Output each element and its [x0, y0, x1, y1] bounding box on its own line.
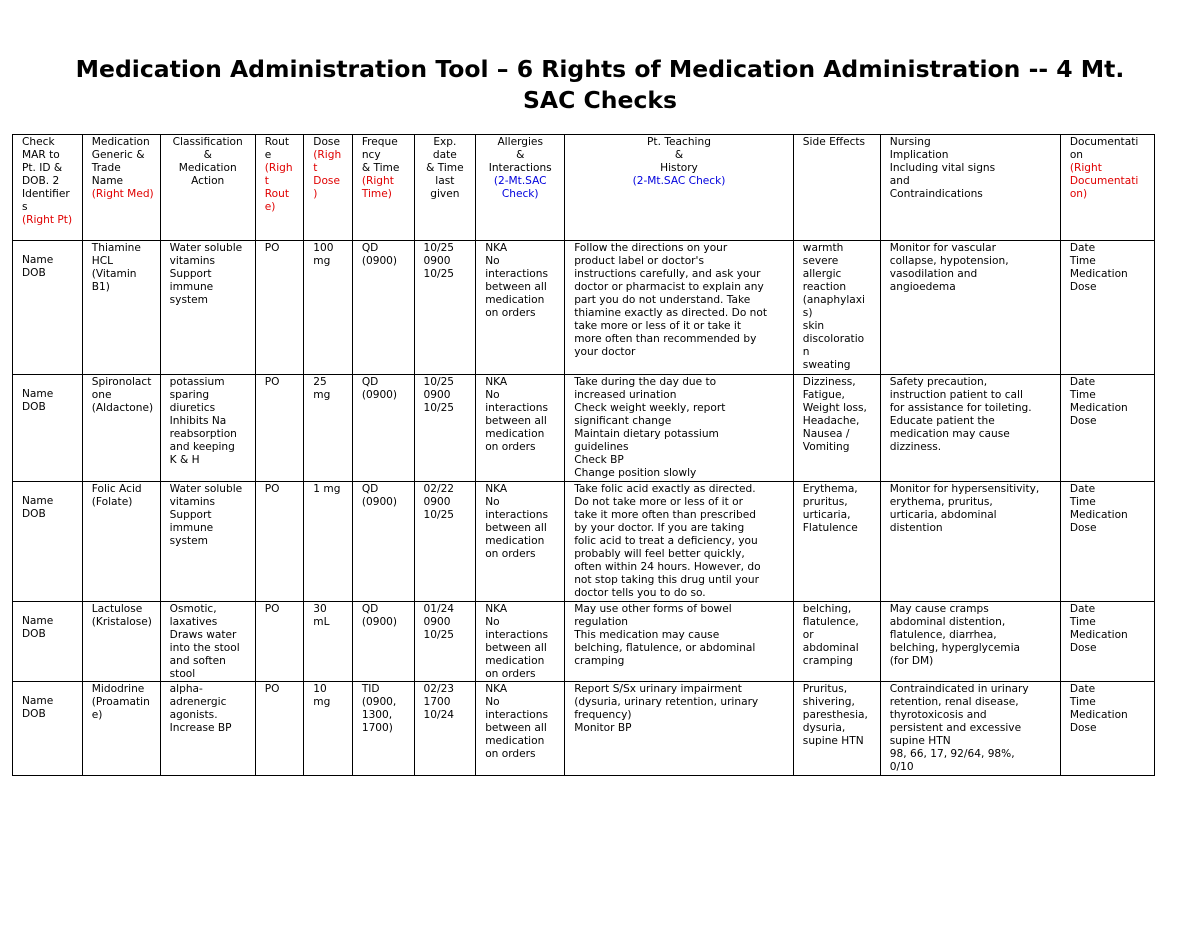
header-frequency: Freque ncy & Time (Right Time): [352, 135, 414, 241]
table-row: [13, 375, 1155, 482]
header-route: Rout e (Righ t Rout e): [255, 135, 304, 241]
header-documentation: Documentati on (Right Documentati on): [1060, 135, 1154, 241]
exp-cell: 10/25 0900 10/25: [414, 241, 476, 375]
frequency-cell: TID (0900, 1300, 1700): [352, 682, 414, 776]
patient-cell: Name DOB: [13, 375, 83, 482]
right-pt-label: (Right Pt): [22, 214, 73, 226]
exp-cell: 02/23 1700 10/24: [414, 682, 476, 776]
side-effects-cell: warmth severe allergic reaction (anaphylaxi s) skin discoloratio n sweating: [793, 241, 880, 375]
documentation-cell: Date Time Medication Dose: [1060, 602, 1154, 682]
patient-cell: Name DOB: [13, 482, 83, 602]
classification-cell: Water soluble vitamins Support immune system: [160, 482, 255, 602]
header-teaching: Pt. Teaching & History (2-Mt.SAC Check): [565, 135, 794, 241]
header-exp: Exp. date & Time last given: [414, 135, 476, 241]
table-row: [13, 482, 1155, 602]
exp-cell: 10/25 0900 10/25: [414, 375, 476, 482]
classification-cell: Water soluble vitamins Support immune system: [160, 241, 255, 375]
header-allergies: Allergies & Interactions (2-Mt.SAC Check): [476, 135, 565, 241]
route-cell: PO: [255, 482, 304, 602]
side-effects-cell: Erythema, pruritus, urticaria, Flatulence: [793, 482, 880, 602]
side-effects-cell: belching, flatulence, or abdominal cramping: [793, 602, 880, 682]
medication-cell: Thiamine HCL (Vitamin B1): [82, 241, 160, 375]
nursing-cell: Monitor for hypersensitivity, erythema, pruritus, urticaria, abdominal distention: [880, 482, 1060, 602]
classification-cell: alpha- adrenergic agonists. Increase BP: [160, 682, 255, 776]
table-row: [13, 602, 1155, 682]
patient-cell: Name DOB: [13, 682, 83, 776]
title-line-2: SAC Checks: [522, 86, 677, 114]
dose-cell: 1 mg: [304, 482, 353, 602]
right-route-label: (Righ t Rout e): [264, 162, 293, 213]
table-row: [13, 682, 1155, 776]
nursing-cell: Monitor for vascular collapse, hypotension, vasodilation and angioedema: [880, 241, 1060, 375]
dose-cell: 25 mg: [304, 375, 353, 482]
right-documentation-label: (Right Documentati on): [1069, 162, 1139, 200]
header-row: [13, 135, 1155, 241]
nursing-cell: Safety precaution, instruction patient to call for assistance for toileting. Educate patient the medication may cause dizziness.: [880, 375, 1060, 482]
classification-cell: potassium sparing diuretics Inhibits Na reabsorption and keeping K & H: [160, 375, 255, 482]
medication-cell: Spironolact one (Aldactone): [82, 375, 160, 482]
allergies-check-label: (2-Mt.SAC Check): [493, 175, 547, 200]
route-cell: PO: [255, 602, 304, 682]
patient-cell: Name DOB: [13, 602, 83, 682]
title-line-1: Medication Administration Tool – 6 Rights of Medication Administration -- 4 Mt.: [75, 55, 1125, 83]
frequency-cell: QD (0900): [352, 602, 414, 682]
route-cell: PO: [255, 682, 304, 776]
teaching-cell: Take folic acid exactly as directed. Do not take more or less of it or take it more often than prescribed by your doctor. If you are taking folic acid to treat a deficiency, you probably will feel better quickly, often within 24 hours. However, do not stop taking this drug until your doctor tells you to do so.: [565, 482, 794, 602]
header-classification: Classification & Medication Action: [160, 135, 255, 241]
documentation-cell: Date Time Medication Dose: [1060, 482, 1154, 602]
teaching-cell: Report S/Sx urinary impairment (dysuria, urinary retention, urinary frequency) Monitor BP: [565, 682, 794, 776]
document-title: [0, 54, 1200, 116]
teaching-cell: Take during the day due to increased urination Check weight weekly, report significant change Maintain dietary potassium guidelines Check BP Change position slowly: [565, 375, 794, 482]
right-time-label: (Right Time): [361, 175, 394, 200]
side-effects-cell: Pruritus, shivering, paresthesia, dysuria, supine HTN: [793, 682, 880, 776]
dose-cell: 30 mL: [304, 602, 353, 682]
frequency-cell: QD (0900): [352, 375, 414, 482]
medication-table: [12, 134, 1155, 776]
allergies-cell: NKA No interactions between all medication on orders: [476, 682, 565, 776]
teaching-cell: May use other forms of bowel regulation This medication may cause belching, flatulence, or abdominal cramping: [565, 602, 794, 682]
side-effects-cell: Dizziness, Fatigue, Weight loss, Headache, Nausea / Vomiting: [793, 375, 880, 482]
documentation-cell: Date Time Medication Dose: [1060, 375, 1154, 482]
frequency-cell: QD (0900): [352, 482, 414, 602]
header-nursing: Nursing Implication Including vital signs and Contraindications: [880, 135, 1060, 241]
medication-cell: Folic Acid (Folate): [82, 482, 160, 602]
documentation-cell: Date Time Medication Dose: [1060, 682, 1154, 776]
right-med-label: (Right Med): [91, 188, 154, 200]
documentation-cell: Date Time Medication Dose: [1060, 241, 1154, 375]
medication-cell: Midodrine (Proamatin e): [82, 682, 160, 776]
patient-cell: Name DOB: [13, 241, 83, 375]
header-check: Check MAR to Pt. ID & DOB. 2 Identifier s (Right Pt): [13, 135, 83, 241]
route-cell: PO: [255, 241, 304, 375]
route-cell: PO: [255, 375, 304, 482]
teaching-cell: Follow the directions on your product label or doctor's instructions carefully, and ask your doctor or pharmacist to explain any part you do not understand. Take thiamine exactly as directed. Do not take more or less of it or take it more often than recommended by your doctor: [565, 241, 794, 375]
header-side-effects: Side Effects: [793, 135, 880, 241]
allergies-cell: NKA No interactions between all medication on orders: [476, 375, 565, 482]
allergies-cell: NKA No interactions between all medication on orders: [476, 482, 565, 602]
nursing-cell: May cause cramps abdominal distention, flatulence, diarrhea, belching, hyperglycemia (for DM): [880, 602, 1060, 682]
right-dose-label: (Righ t Dose ): [313, 149, 342, 200]
allergies-cell: NKA No interactions between all medication on orders: [476, 602, 565, 682]
allergies-cell: NKA No interactions between all medication on orders: [476, 241, 565, 375]
table-row: [13, 241, 1155, 375]
classification-cell: Osmotic, laxatives Draws water into the stool and soften stool: [160, 602, 255, 682]
exp-cell: 01/24 0900 10/25: [414, 602, 476, 682]
medication-cell: Lactulose (Kristalose): [82, 602, 160, 682]
frequency-cell: QD (0900): [352, 241, 414, 375]
exp-cell: 02/22 0900 10/25: [414, 482, 476, 602]
dose-cell: 100 mg: [304, 241, 353, 375]
header-dose: Dose (Righ t Dose ): [304, 135, 353, 241]
teaching-check-label: (2-Mt.SAC Check): [632, 175, 726, 187]
header-medication: Medication Generic & Trade Name (Right Med): [82, 135, 160, 241]
dose-cell: 10 mg: [304, 682, 353, 776]
nursing-cell: Contraindicated in urinary retention, renal disease, thyrotoxicosis and persistent and excessive supine HTN 98, 66, 17, 92/64, 98%, 0/10: [880, 682, 1060, 776]
